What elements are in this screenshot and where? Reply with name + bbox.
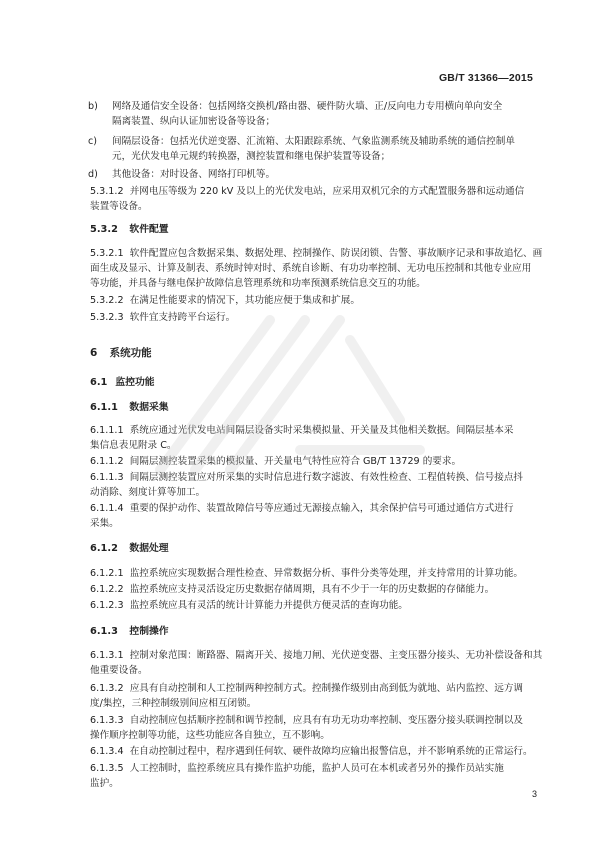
clause-5-3-2-2 xyxy=(90,293,538,308)
section-heading-6-1-1: 6.1.1 数据采集 xyxy=(90,402,169,413)
clause-6-1-3-2 xyxy=(90,681,538,711)
clause-6-1-1-2 xyxy=(90,454,538,469)
clause-6-1-2-1 xyxy=(90,566,538,581)
clause-6-1-3-5 xyxy=(90,761,538,791)
clause-text: 监控系统应支持灵活设定历史数据存储周期，具有不少于一年的历史数据的存储能力。 xyxy=(129,584,495,595)
clause-6-1-1-3 xyxy=(90,470,538,500)
clause-text: 软件宜支持跨平台运行。 xyxy=(129,312,236,323)
clause-text: 监护。 xyxy=(90,778,119,789)
page-number: 3 xyxy=(531,789,537,799)
clause-number: 6.1.1.4 xyxy=(90,503,124,514)
section-heading-6-1-3: 6.1.3 控制操作 xyxy=(90,626,169,637)
clause-5-3-1-2 xyxy=(90,184,538,214)
clause-6-1-3-3 xyxy=(90,713,538,743)
standard-code-header: GB/T 31366—2015 xyxy=(438,72,533,84)
clause-6-1-1-1 xyxy=(90,423,538,453)
clause-text: 监控系统应具有灵活的统计计算能力并提供方便灵活的查询功能。 xyxy=(129,600,408,611)
clause-text: 等功能，并具备与继电保护故障信息管理系统和功率预测系统信息交互的功能。 xyxy=(90,278,426,289)
clause-6-1-2-2 xyxy=(90,582,538,597)
clause-text: 动消除、刻度计算等加工。 xyxy=(90,487,206,498)
clause-6-1-1-4 xyxy=(90,501,538,531)
clause-text: 人工控制时，监控系统应具有操作监护功能，监护人员可在本机或者另外的操作员站实施 xyxy=(129,763,504,774)
clause-text: 集信息表见附录 C。 xyxy=(90,440,177,451)
clause-number: 6.1.2.2 xyxy=(90,584,124,595)
clause-text: 间隔层测控装置应对所采集的实时信息进行数字滤波、有效性检查、工程值转换、信号接点抖 xyxy=(129,472,524,483)
clause-text: 间隔层测控装置采集的模拟量、开关量电气特性应符合 GB/T 13729 的要求。 xyxy=(129,456,462,467)
clause-5-3-2-1 xyxy=(90,246,543,291)
clause-text: 在满足性能要求的情况下，其功能应便于集成和扩展。 xyxy=(129,295,360,306)
clause-number: 5.3.1.2 xyxy=(90,186,124,197)
clause-number: 6.1.1.1 xyxy=(90,425,124,436)
clause-text: 度/集控，三种控制级别间应相互闭锁。 xyxy=(90,698,257,709)
clause-text: 他重要设备。 xyxy=(90,665,148,676)
clause-6-1-3-4 xyxy=(90,744,538,759)
clause-text: 监控系统应实现数据合理性检查、异常数据分析、事件分类等处理，并支持常用的计算功能。 xyxy=(129,568,524,579)
clause-5-3-2-3 xyxy=(90,310,538,325)
list-item-label: c) xyxy=(88,136,98,147)
clause-text: 在自动控制过程中，程序遇到任何软、硬件故障均应输出报警信息，并不影响系统的正常运行。 xyxy=(129,746,533,757)
section-heading-6-1-2: 6.1.2 数据处理 xyxy=(90,543,169,554)
clause-text: 并网电压等级为 220 kV 及以上的光伏发电站，应采用双机冗余的方式配置服务器和远动通信 xyxy=(129,186,525,197)
list-item-text: 网络及通信安全设备：包括网络交换机/路由器、硬件防火墙、正/反向电力专用横向单向安全 xyxy=(112,101,503,112)
clause-text: 软件配置应包含数据采集、数据处理、控制操作、防误闭锁、告警、事故顺序记录和事故追忆、画 xyxy=(129,248,543,259)
clause-number: 5.3.2.3 xyxy=(90,312,124,323)
clause-number: 6.1.3.5 xyxy=(90,763,124,774)
clause-text: 装置等设备。 xyxy=(90,201,148,212)
list-item-label: d) xyxy=(88,169,98,180)
clause-number: 6.1.3.4 xyxy=(90,746,124,757)
clause-text: 重要的保护动作、装置故障信号等应通过无源接点输入，其余保护信号可通过通信方式进行 xyxy=(129,503,514,514)
section-heading-6: 6 系统功能 xyxy=(90,347,152,359)
clause-text: 控制对象范围：断路器、隔离开关、接地刀闸、光伏逆变器、主变压器分接头、无功补偿设备和其 xyxy=(129,650,543,661)
clause-number: 6.1.2.3 xyxy=(90,600,124,611)
clause-text: 操作顺序控制等功能，这些功能应各自独立，互不影响。 xyxy=(90,730,330,741)
clause-number: 6.1.3.2 xyxy=(90,683,124,694)
clause-number: 6.1.1.3 xyxy=(90,472,124,483)
clause-6-1-2-3 xyxy=(90,598,538,613)
watermark-graphic xyxy=(150,300,430,480)
section-heading-5-3-2: 5.3.2 软件配置 xyxy=(90,224,169,235)
clause-number: 5.3.2.2 xyxy=(90,295,124,306)
clause-number: 6.1.2.1 xyxy=(90,568,124,579)
list-item-text: 元，光伏发电单元规约转换器，测控装置和继电保护装置等设备； xyxy=(112,151,391,162)
list-item-text: 其他设备：对时设备、网络打印机等。 xyxy=(112,169,276,180)
list-item-label: b) xyxy=(88,101,98,112)
clause-number: 6.1.3.3 xyxy=(90,715,124,726)
list-item-text: 隔离装置、纵向认证加密设备等设备； xyxy=(112,116,276,127)
clause-6-1-3-1 xyxy=(90,648,543,678)
clause-number: 6.1.3.1 xyxy=(90,650,124,661)
clause-text: 面生成及显示、计算及制表、系统时钟对时、系统自诊断、有功功率控制、无功电压控制和其他专业应用 xyxy=(90,263,532,274)
clause-number: 5.3.2.1 xyxy=(90,248,124,259)
clause-text: 采集。 xyxy=(90,518,119,529)
section-heading-6-1: 6.1 监控功能 xyxy=(90,377,155,388)
clause-text: 自动控制应包括顺序控制和调节控制，应具有有功无功功率控制、变压器分接头联调控制以及 xyxy=(129,715,524,726)
clause-text: 系统应通过光伏发电站间隔层设备实时采集模拟量、开关量及其他相关数据。间隔层基本采 xyxy=(129,425,514,436)
clause-text: 应具有自动控制和人工控制两种控制方式。控制操作级别由高到低为就地、站内监控、远方调 xyxy=(129,683,524,694)
clause-number: 6.1.1.2 xyxy=(90,456,124,467)
list-item-text: 间隔层设备：包括光伏逆变器、汇流箱、太阳跟踪系统、气象监测系统及辅助系统的通信控制单 xyxy=(112,136,515,147)
